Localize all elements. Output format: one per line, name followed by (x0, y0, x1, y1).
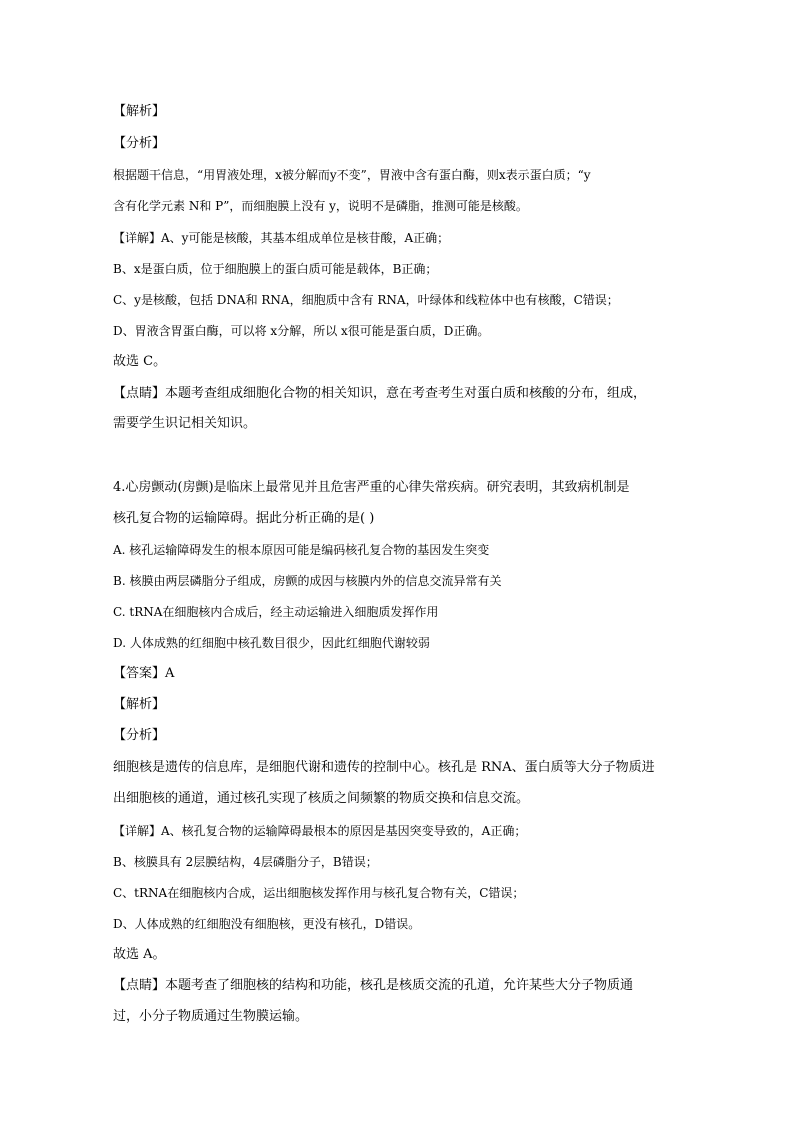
detail-line: D、人体成熟的红细胞没有细胞核，更没有核孔，D错误。 (113, 917, 421, 931)
section-label-jiexi: 【解析】 (113, 104, 166, 119)
question-stem: 核孔复合物的运输障碍。据此分析正确的是( ) (113, 511, 375, 526)
detail-line: B、核膜具有 2层膜结构，4层磷脂分子，B错误； (113, 855, 378, 869)
comment-line: 需要学生识记相关知识。 (113, 416, 257, 431)
choice-line: 故选 C。 (113, 354, 167, 369)
comment-line: 过，小分子物质通过生物膜运输。 (113, 1009, 309, 1024)
analysis-line: 出细胞核的通道，通过核孔实现了核质之间频繁的物质交换和信息交流。 (113, 791, 530, 806)
analysis-line: 根据题干信息，“用胃液处理，x被分解而y不变”，胃液中含有蛋白酶，则x表示蛋白质；“y (113, 168, 591, 182)
detail-line: D、胃液含胃蛋白酶，可以将 x分解，所以 x很可能是蛋白质，D正确。 (113, 324, 490, 338)
section-label-fenxi: 【分析】 (113, 136, 166, 151)
comment-line: 【点睛】本题考查组成细胞化合物的相关知识，意在考查考生对蛋白质和核酸的分布，组成， (113, 386, 647, 401)
option-b: B. 核膜由两层磷脂分子组成，房颤的成因与核膜内外的信息交流异常有关 (113, 574, 502, 588)
option-d: D. 人体成熟的红细胞中核孔数目很少，因此红细胞代谢较弱 (113, 636, 430, 650)
answer-line: 【答案】A (113, 666, 175, 681)
analysis-line: 细胞核是遗传的信息库，是细胞代谢和遗传的控制中心。核孔是 RNA、蛋白质等大分子物质进 (113, 760, 655, 775)
option-c: C. tRNA在细胞核内合成后，经主动运输进入细胞质发挥作用 (113, 605, 439, 619)
choice-line: 故选 A。 (113, 947, 166, 962)
section-label-fenxi: 【分析】 (113, 728, 166, 743)
option-a: A. 核孔运输障碍发生的根本原因可能是编码核孔复合物的基因发生突变 (113, 543, 490, 557)
detail-line: 【详解】A、y可能是核酸，其基本组成单位是核苷酸，A正确； (113, 231, 450, 245)
section-label-jiexi: 【解析】 (113, 697, 166, 712)
detail-line: C、y是核酸，包括 DNA和 RNA，细胞质中含有 RNA，叶绿体和线粒体中也有核酸，C错误； (113, 293, 619, 307)
comment-line: 【点睛】本题考查了细胞核的结构和功能，核孔是核质交流的孔道，允许某些大分子物质通 (113, 978, 634, 993)
question-stem: 4.心房颤动(房颤)是临床上最常见并且危害严重的心律失常疾病。研究表明，其致病机制是 (113, 480, 630, 495)
analysis-line: 含有化学元素 N和 P”，而细胞膜上没有 y，说明不是磷脂，推测可能是核酸。 (113, 199, 528, 213)
detail-line: B、x是蛋白质，位于细胞膜上的蛋白质可能是载体，B正确； (113, 262, 438, 276)
detail-line: C、tRNA在细胞核内合成，运出细胞核发挥作用与核孔复合物有关，C错误； (113, 886, 525, 900)
detail-line: 【详解】A、核孔复合物的运输障碍最根本的原因是基因突变导致的，A正确； (113, 824, 527, 838)
